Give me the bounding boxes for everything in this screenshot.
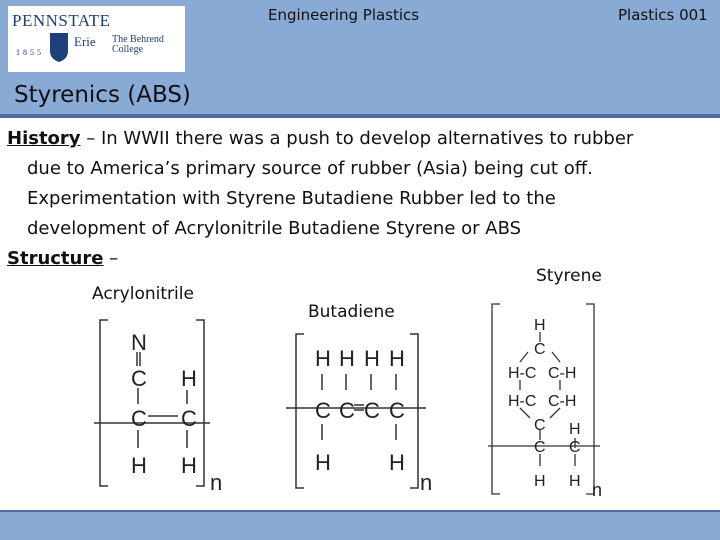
butadiene-structure: [286, 334, 426, 488]
atom-hc2: H-C: [508, 393, 537, 410]
atom-h3: H: [181, 453, 197, 478]
logo-wordmark: PENNSTATE: [12, 11, 111, 30]
atom-ch2: C-H: [548, 393, 577, 410]
slide-title: Styrenics (ABS): [14, 82, 191, 108]
history-line-4: development of Acrylonitrile Butadiene Styrene or ABS: [27, 218, 522, 239]
history-line-3: Experimentation with Styrene Butadiene Rubber led to the: [27, 188, 556, 209]
course-title: Engineering Plastics: [268, 6, 420, 24]
atom-c4: C: [315, 398, 331, 423]
atom-c9: C: [534, 417, 546, 434]
subscript-n-3: n: [592, 480, 603, 500]
structure-dash: –: [103, 248, 119, 269]
logo-campus: Erie: [74, 34, 96, 49]
logo-college-line2: College: [112, 44, 144, 55]
atom-c11: C: [569, 439, 581, 456]
atom-h7: H: [389, 346, 405, 371]
atom-c3: C: [181, 406, 197, 431]
atom-h9: H: [389, 450, 405, 475]
footer-band: [0, 512, 720, 540]
atom-c1: C: [131, 366, 147, 391]
atom-h6: H: [364, 346, 380, 371]
atom-c7: C: [389, 398, 405, 423]
history-line-2: due to America’s primary source of rubber (Asia) being cut off.: [27, 158, 593, 179]
logo-college-line1: The Behrend: [112, 34, 164, 45]
atom-h4: H: [315, 346, 331, 371]
atom-h5: H: [339, 346, 355, 371]
history-text: – In WWII there was a push to develop alternatives to rubber: [80, 128, 634, 149]
atom-h11: H: [569, 421, 581, 438]
atom-h10: H: [534, 317, 546, 334]
atom-h2: H: [181, 366, 197, 391]
atom-c2: C: [131, 406, 147, 431]
structure-label: Structure: [7, 248, 104, 269]
atom-h8: H: [315, 450, 331, 475]
atom-n: N: [131, 330, 147, 355]
atom-hc1: H-C: [508, 365, 537, 382]
atom-h13: H: [569, 473, 581, 490]
atom-h1: H: [131, 453, 147, 478]
history-label: History: [7, 128, 81, 149]
subscript-n-1: n: [210, 470, 223, 495]
course-code: Plastics 001: [618, 6, 708, 24]
atom-h12: H: [534, 473, 546, 490]
atom-c10: C: [534, 439, 546, 456]
atom-c8: C: [534, 341, 546, 358]
atom-c5: C: [339, 398, 355, 423]
logo-year: 1855: [16, 48, 44, 57]
acrylonitrile-label: Acrylonitrile: [92, 284, 194, 304]
atom-ch1: C-H: [548, 365, 577, 382]
butadiene-label: Butadiene: [308, 302, 395, 322]
atom-c6: C: [364, 398, 380, 423]
styrene-label: Styrene: [536, 266, 602, 286]
subscript-n-2: n: [420, 470, 433, 495]
